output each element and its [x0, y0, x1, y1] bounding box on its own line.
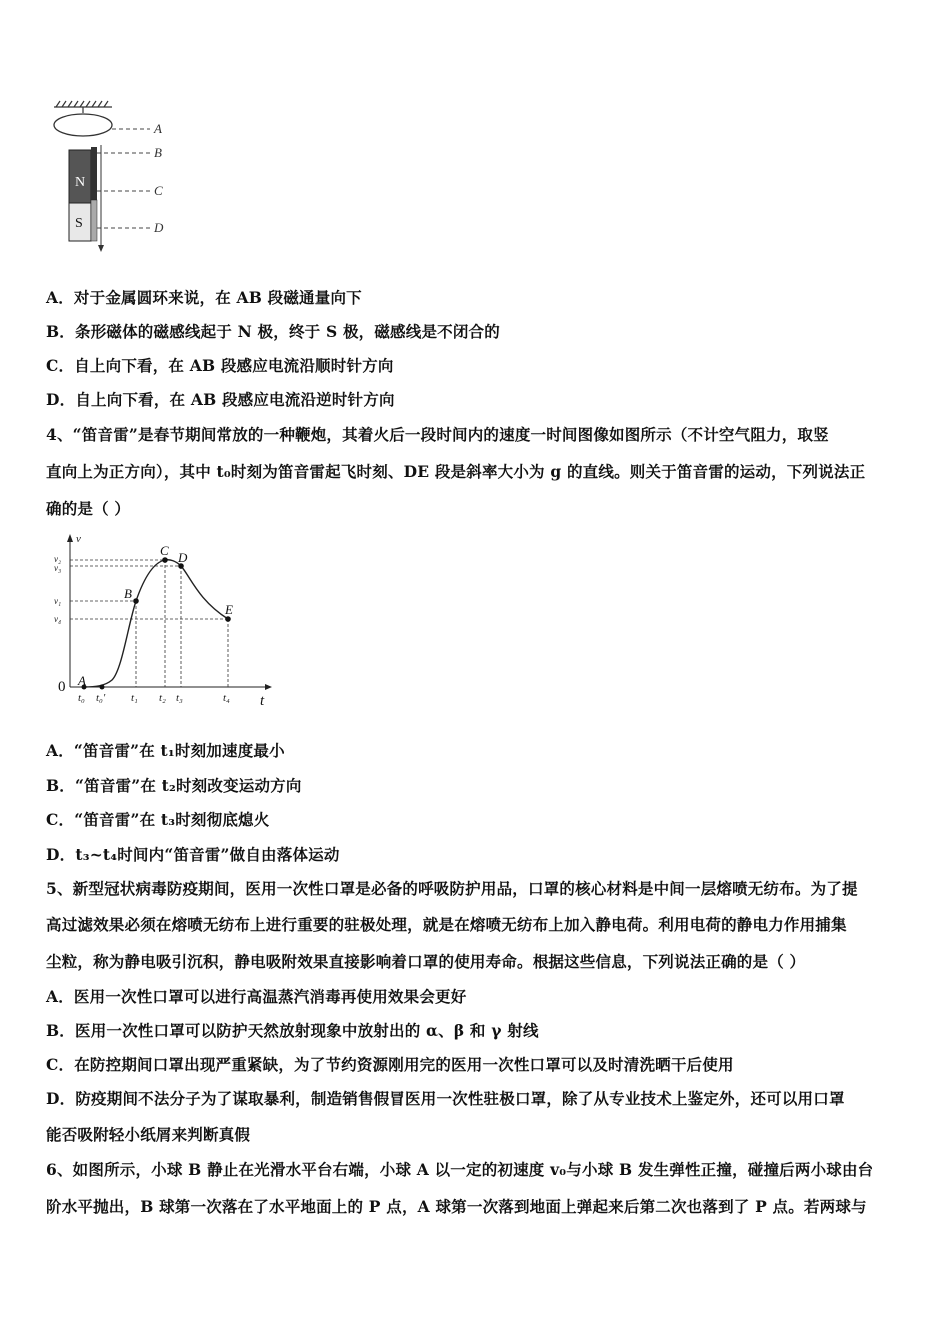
q4-option-a: A．“笛音雷”在 t₁时刻加速度最小 — [46, 741, 285, 760]
point-a2-marker — [100, 685, 105, 690]
bar-magnet-south-side — [91, 200, 97, 241]
velocity-curve — [84, 560, 228, 687]
level-label-b: B — [154, 145, 162, 160]
q4-stem-line-2: 直向上为正方向），其中 t₀时刻为笛音雷起飞时刻、DE 段是斜率大小为 g 的直线。则关于笛音雷的运动，下列说法正 — [46, 462, 866, 481]
point-c-marker — [162, 557, 168, 563]
q3-option-d: D．自上向下看，在 AB 段感应电流沿逆时针方向 — [46, 390, 395, 409]
motion-arrow-head — [98, 245, 104, 252]
t-axis-arrow — [265, 684, 272, 690]
guide-lines — [70, 560, 228, 687]
q3-option-b: B．条形磁体的磁感线起于 N 极，终于 S 极，磁感线是不闭合的 — [46, 322, 500, 341]
q5-stem-line-2: 高过滤效果必须在熔喷无纺布上进行重要的驻极处理，就是在熔喷无纺布上加入静电荷。利用电荷的静电力作用捕集 — [46, 915, 847, 934]
q5-option-c: C．在防控期间口罩出现严重紧缺，为了节约资源刚用完的医用一次性口罩可以及时清洗晒干后使用 — [46, 1055, 734, 1074]
q5-stem-line-1: 5、新型冠状病毒防疫期间，医用一次性口罩是必备的呼吸防护用品，口罩的核心材料是中间一层熔喷无纺布。为了提 — [46, 879, 858, 898]
point-c-label: C — [160, 543, 169, 558]
point-e-marker — [225, 616, 231, 622]
t2-tick: t₂ — [159, 692, 166, 704]
q6-stem-line-1: 6、如图所示，小球 B 静止在光滑水平台右端，小球 A 以一定的初速度 v₀与小球 B 发生弹性正撞，碰撞后两小球由台 — [46, 1160, 874, 1179]
level-label-a: A — [154, 121, 162, 136]
v4-tick: v₄ — [54, 614, 62, 624]
t0-tick: t₀ — [78, 692, 85, 704]
q5-option-a: A．医用一次性口罩可以进行高温蒸汽消毒再使用效果会更好 — [46, 987, 467, 1006]
v3-tick: v₃ — [54, 563, 62, 573]
q4-stem-line-1: 4、“笛音雷”是春节期间常放的一种鞭炮，其着火后一段时间内的速度一时间图像如图所示（不计空气阻力，取竖 — [46, 425, 829, 444]
level-label-d: D — [154, 220, 164, 235]
t4-tick: t₄ — [223, 692, 230, 704]
point-a-label: A — [78, 673, 86, 688]
south-pole-label: S — [75, 216, 83, 231]
q6-stem-line-2: 阶水平抛出，B 球第一次落在了水平地面上的 P 点，A 球第一次落到地面上弹起来后第二次也落到了 P 点。若两球与 — [46, 1197, 867, 1216]
v2-tick: v₂ — [54, 554, 62, 564]
q5-option-b: B．医用一次性口罩可以防护天然放射现象中放射出的 α、β 和 γ 射线 — [46, 1021, 539, 1040]
point-b-marker — [133, 598, 139, 604]
q3-option-a: A．对于金属圆环来说，在 AB 段磁通量向下 — [46, 288, 362, 307]
t0-prime-tick: t₀' — [96, 692, 106, 704]
point-e-label: E — [225, 602, 233, 617]
bar-magnet-north-side — [91, 147, 97, 203]
metal-ring — [54, 114, 112, 136]
v-axis-arrow — [67, 534, 73, 542]
q4-option-d: D．t₃~t₄时间内“笛音雷”做自由落体运动 — [46, 845, 340, 864]
point-d-label: D — [178, 550, 188, 565]
dashed-level-lines — [97, 129, 150, 228]
q5-option-d: D．防疫期间不法分子为了谋取暴利，制造销售假冒医用一次性驻极口罩，除了从专业技术上鉴定外，还可以用口罩 — [46, 1089, 845, 1108]
magnet-ring-figure — [40, 95, 190, 255]
t1-tick: t₁ — [131, 692, 138, 704]
q4-option-c: C．“笛音雷”在 t₃时刻彻底熄火 — [46, 810, 270, 829]
t3-tick: t₃ — [176, 692, 183, 704]
q4-option-b: B．“笛音雷”在 t₂时刻改变运动方向 — [46, 776, 302, 795]
velocity-time-graph — [50, 530, 290, 710]
point-b-label: B — [124, 586, 132, 601]
origin-label: 0 — [58, 679, 66, 695]
t-axis-label: t — [260, 693, 265, 709]
north-pole-label: N — [75, 175, 86, 190]
q5-stem-line-3: 尘粒，称为静电吸引沉积，静电吸附效果直接影响着口罩的使用寿命。根据这些信息，下列说法正确的是（ ） — [46, 952, 806, 971]
q3-option-c: C．自上向下看，在 AB 段感应电流沿顺时针方向 — [46, 356, 394, 375]
v-axis-label: v — [76, 533, 81, 545]
level-label-c: C — [154, 183, 163, 198]
ceiling-support — [54, 101, 112, 113]
q4-stem-line-3: 确的是（ ） — [46, 499, 131, 518]
q5-option-d-continued: 能否吸附轻小纸屑来判断真假 — [46, 1125, 251, 1144]
v1-tick: v₁ — [54, 596, 62, 606]
